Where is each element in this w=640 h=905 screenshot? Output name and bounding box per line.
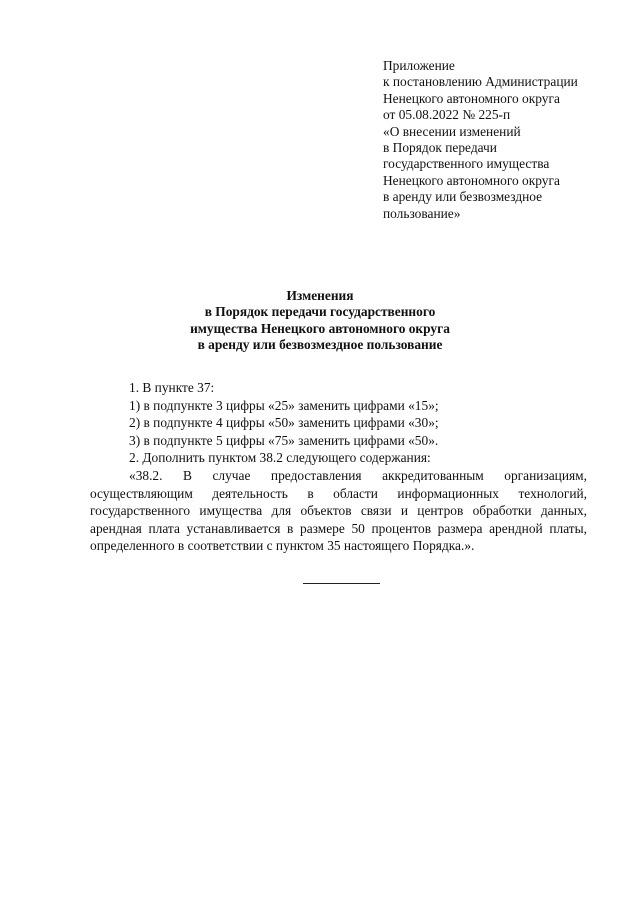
title-line: в Порядок передачи государственного (204, 304, 436, 320)
item-2: 2. Дополнить пунктом 38.2 следующего содержания: (129, 450, 431, 466)
sub-item-1: 1) в подпункте 3 цифры «25» заменить цифрами «15»; (129, 397, 439, 413)
appendix-line: Ненецкого автономного округа (383, 90, 560, 106)
sub-item-3: 3) в подпункте 5 цифры «75» заменить цифрами «50». (129, 432, 439, 448)
closing-divider (303, 583, 380, 584)
appendix-line: государственного имущества (383, 156, 550, 172)
quote-line: осуществляющим деятельность в области информационных технологий, (90, 485, 587, 501)
appendix-block (383, 58, 623, 222)
title-line: Изменения (286, 288, 354, 303)
appendix-line: от 05.08.2022 № 225-п (383, 107, 511, 123)
appendix-line: в Порядок передачи (383, 140, 497, 156)
document-body (90, 379, 587, 555)
quote-line: определенного в соответствии с пунктом 35 настоящего Порядка.». (90, 538, 475, 554)
appendix-line: к постановлению Администрации (383, 74, 578, 90)
title-line: в аренду или безвозмездное пользование (197, 337, 443, 353)
appendix-line: «О внесении изменений (383, 123, 521, 139)
quote-line: государственного имущества для объектов связи и центров обработки данных, (90, 503, 587, 519)
sub-item-2: 2) в подпункте 4 цифры «50» заменить цифрами «30»; (129, 415, 439, 431)
item-1: 1. В пункте 37: (129, 380, 215, 395)
appendix-line: в аренду или безвозмездное (383, 189, 543, 205)
appendix-line: Приложение (383, 58, 455, 73)
document-title (0, 288, 640, 354)
quote-line: «38.2. В случае предоставления аккредитованным организациям, (129, 467, 587, 483)
title-line: имущества Ненецкого автономного округа (190, 320, 450, 336)
quote-line: арендная плата устанавливается в размере 50 процентов размера арендной платы, (90, 520, 587, 536)
appendix-line: пользование» (383, 205, 461, 221)
appendix-line: Ненецкого автономного округа (383, 172, 560, 188)
